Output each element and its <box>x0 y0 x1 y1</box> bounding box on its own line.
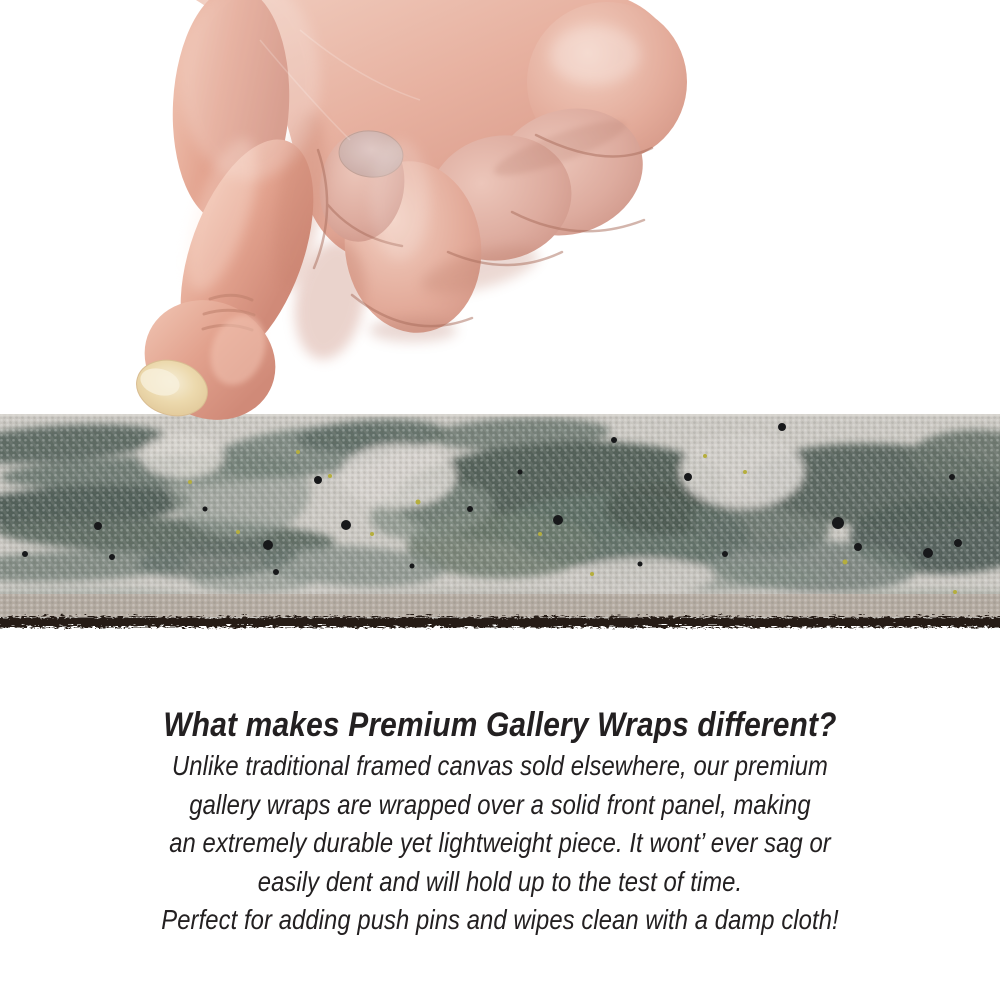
body-line: Unlike traditional framed canvas sold elsewhere, our premium <box>172 750 828 781</box>
hand-pressing-canvas-photo <box>0 0 1000 432</box>
body-line: Perfect for adding push pins and wipes clean with a damp cloth! <box>161 904 839 935</box>
hand-illustration <box>124 0 687 432</box>
body-line: gallery wraps are wrapped over a solid front panel, making <box>189 788 811 820</box>
headline: What makes Premium Gallery Wraps different? <box>163 706 837 744</box>
body-line: easily dent and will hold up to the test of time. <box>257 865 743 897</box>
copy-block <box>0 703 1000 940</box>
body-line: an extremely durable yet lightweight piece. It wont’ ever sag or <box>169 827 831 858</box>
canvas-grain <box>0 414 1000 620</box>
canvas-underside-weave <box>0 594 1000 617</box>
panel-edge <box>0 615 1000 625</box>
canvas-edge-strip <box>0 414 1000 630</box>
